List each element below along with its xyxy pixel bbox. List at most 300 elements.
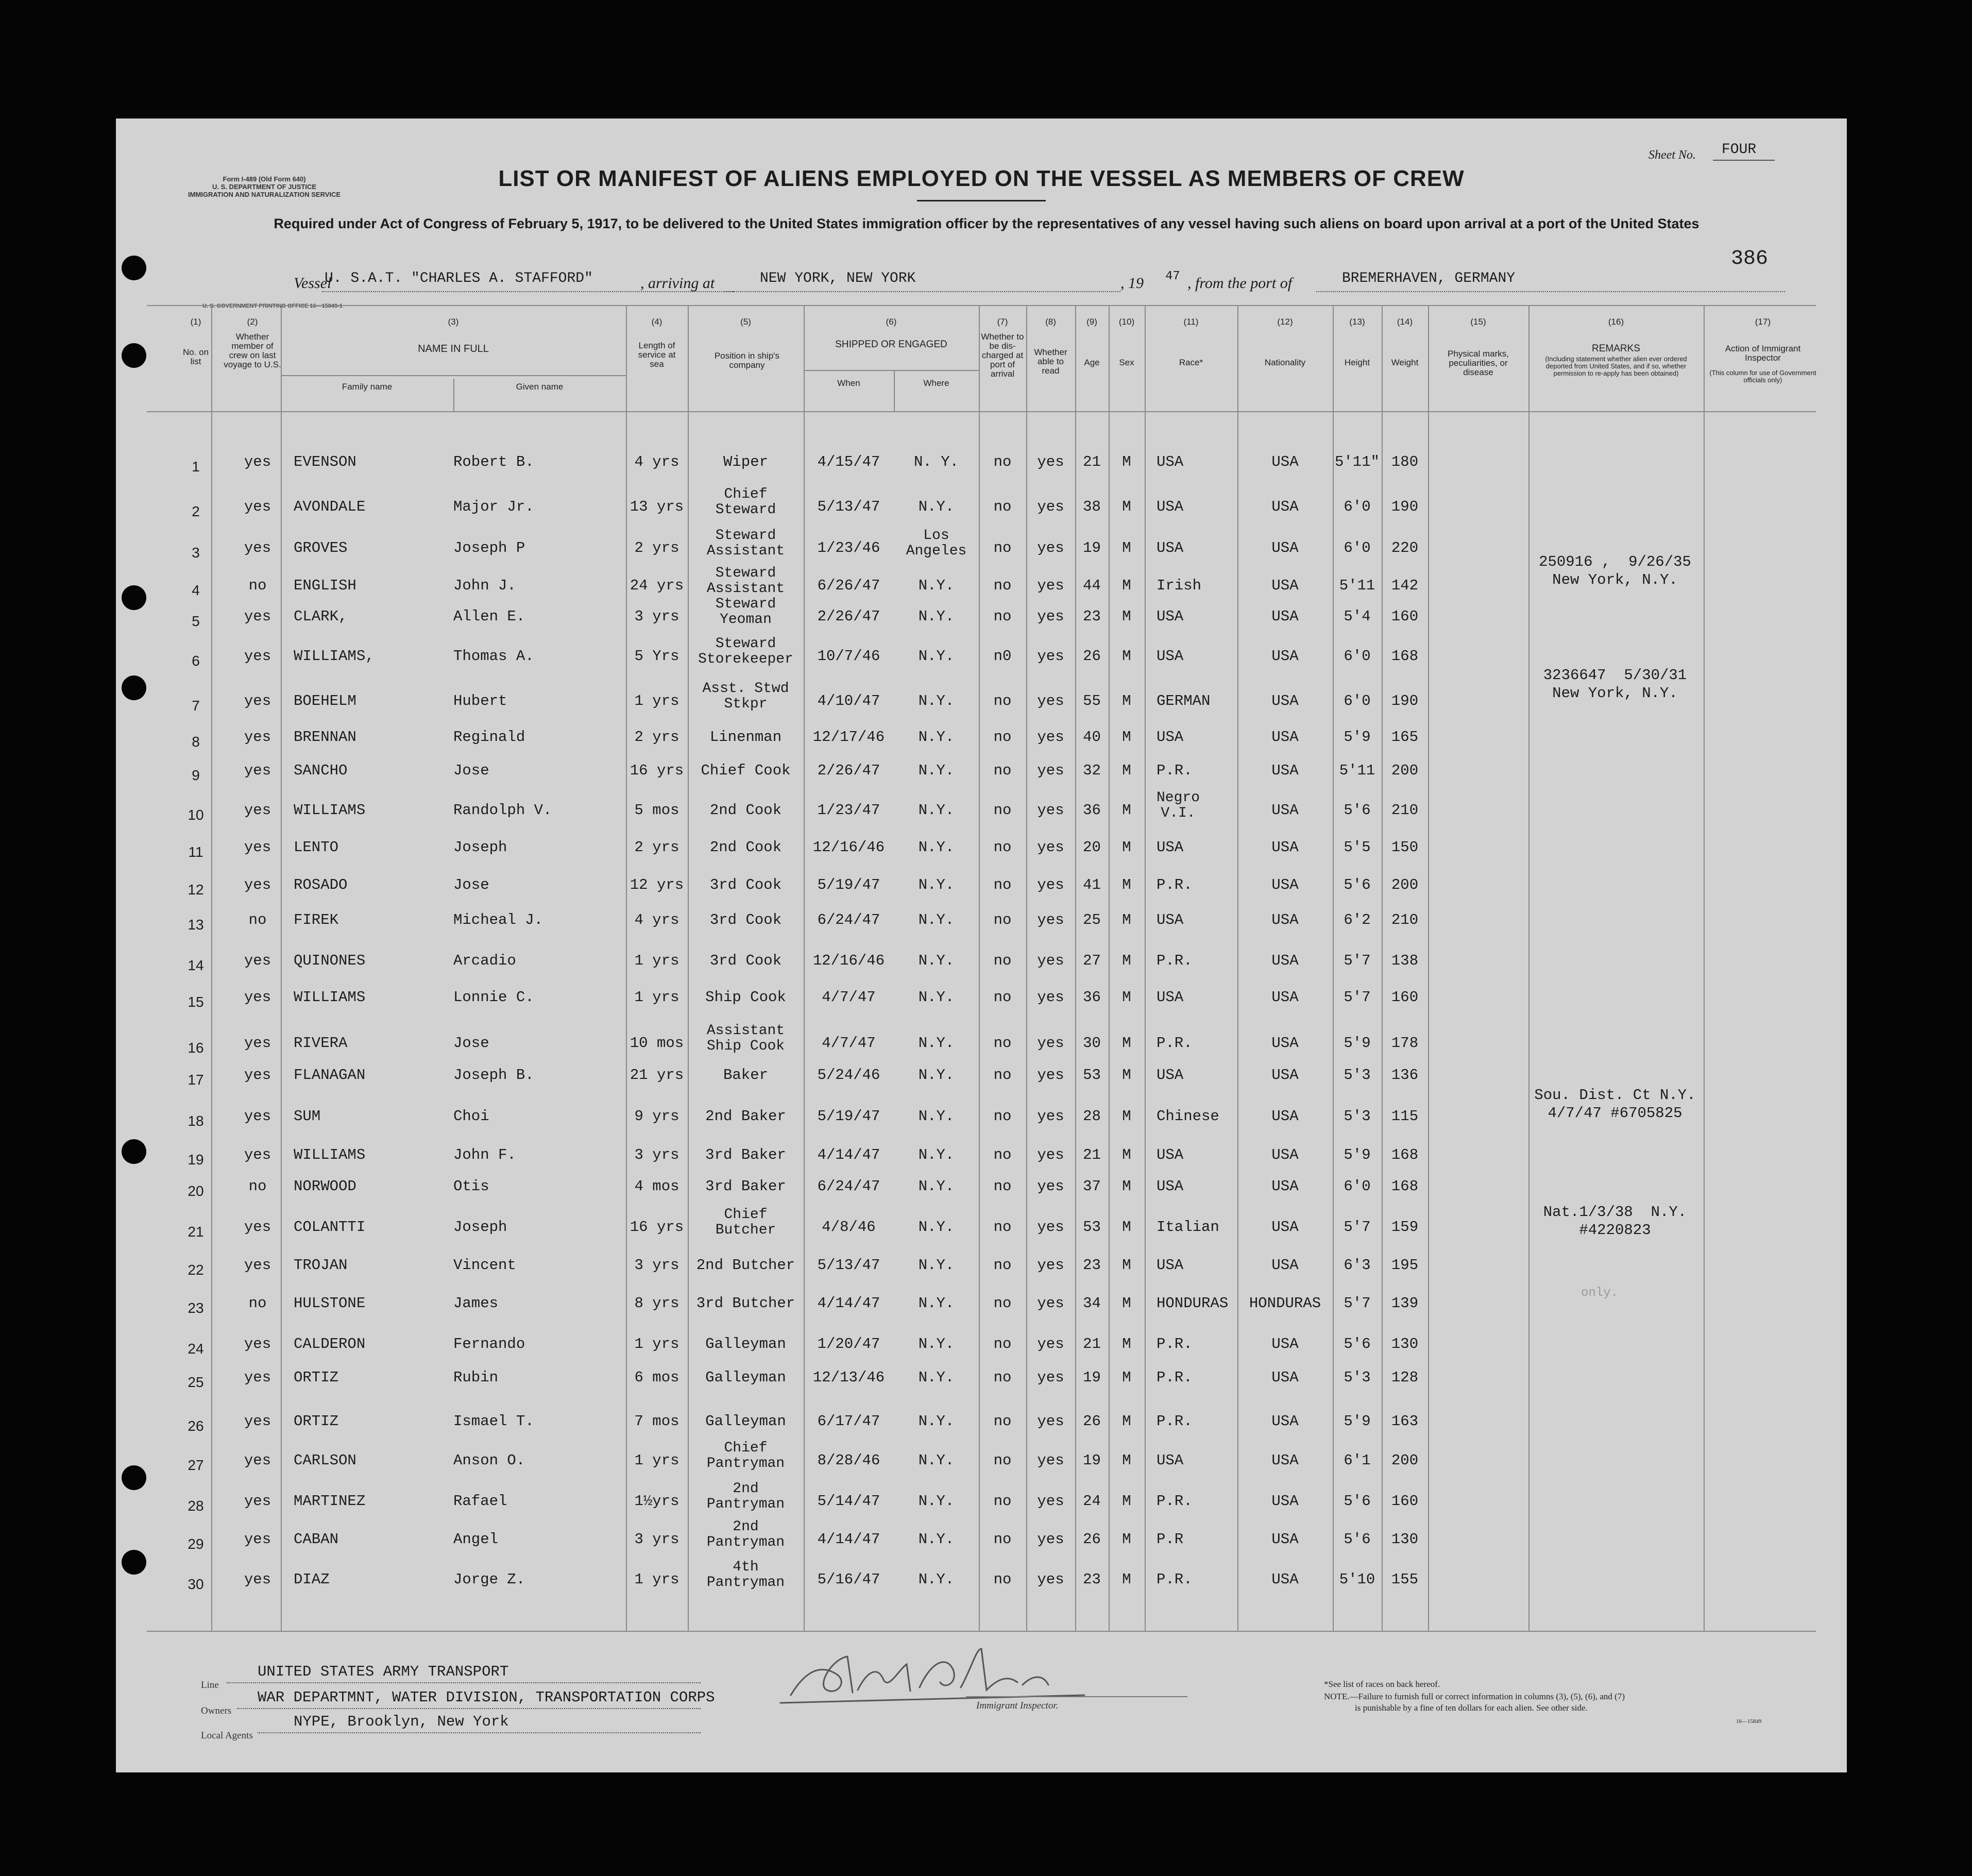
cell-prev: yes xyxy=(244,1531,271,1548)
cell-sex: M xyxy=(1122,1035,1131,1052)
cell-given: Robert B. xyxy=(453,453,534,470)
remark-row-18: Sou. Dist. Ct N.Y. 4/7/47 #6705825 xyxy=(1534,1087,1696,1122)
cell-prev: no xyxy=(248,1178,267,1195)
row-number: 11 xyxy=(188,844,203,860)
col6-where-header: Where xyxy=(923,378,949,388)
cell-weight: 178 xyxy=(1391,1035,1419,1052)
cell-family: LENTO xyxy=(294,839,339,856)
cell-pos: 2nd Pantryman xyxy=(706,1481,785,1512)
cell-height: 6'0 xyxy=(1344,692,1371,709)
year-prefix: , 19 xyxy=(1120,275,1144,292)
cell-read: yes xyxy=(1037,1571,1064,1588)
cell-pos: 3rd Baker xyxy=(705,1178,786,1195)
cell-age: 37 xyxy=(1083,1178,1101,1195)
col8-header: Whether able to read xyxy=(1034,347,1067,376)
cell-race: USA xyxy=(1157,1257,1184,1274)
cell-sex: M xyxy=(1122,577,1131,594)
cell-prev: yes xyxy=(244,952,271,969)
cell-where: N.Y. xyxy=(918,1336,955,1353)
cell-given: Jose xyxy=(453,876,489,893)
cell-family: DIAZ xyxy=(294,1571,330,1588)
row-number: 23 xyxy=(188,1300,204,1316)
cell-height: 6'0 xyxy=(1344,648,1371,665)
col9-number: (9) xyxy=(1086,317,1097,327)
cell-age: 44 xyxy=(1083,577,1101,594)
cell-where: N.Y. xyxy=(918,1219,955,1236)
cell-read: yes xyxy=(1037,952,1064,969)
cell-prev: yes xyxy=(244,1108,271,1125)
cell-race: USA xyxy=(1157,911,1184,928)
cell-service: 12 yrs xyxy=(630,876,684,893)
cell-disch: no xyxy=(993,1146,1012,1163)
row-number: 22 xyxy=(188,1262,204,1278)
cell-weight: 190 xyxy=(1391,692,1419,709)
cell-family: RIVERA xyxy=(294,1035,348,1052)
cell-service: 6 mos xyxy=(634,1369,679,1386)
cell-age: 24 xyxy=(1083,1493,1101,1510)
cell-where: Los Angeles xyxy=(906,528,967,559)
punch-hole xyxy=(122,1465,146,1490)
cell-service: 4 mos xyxy=(634,1178,679,1195)
cell-disch: no xyxy=(993,498,1012,515)
cell-given: Otis xyxy=(453,1178,489,1195)
cell-sex: M xyxy=(1122,648,1131,665)
cell-age: 19 xyxy=(1083,1452,1101,1469)
cell-race: P.R. xyxy=(1157,762,1193,779)
cell-nat: USA xyxy=(1271,876,1299,893)
cell-weight: 160 xyxy=(1391,989,1419,1006)
row-number: 13 xyxy=(188,917,204,933)
row-number: 1 xyxy=(192,459,200,475)
cell-given: Choi xyxy=(453,1108,489,1125)
cell-service: 3 yrs xyxy=(634,608,679,625)
cell-nat: USA xyxy=(1271,608,1299,625)
cell-race: P.R xyxy=(1157,1531,1184,1548)
cell-family: BOEHELM xyxy=(294,692,356,709)
cell-service: 5 mos xyxy=(634,802,679,819)
cell-disch: no xyxy=(993,1178,1012,1195)
col3-header: NAME IN FULL xyxy=(418,343,489,354)
cell-race: USA xyxy=(1157,539,1184,556)
col17-header: Action of Immigrant Inspector xyxy=(1725,344,1801,363)
cell-family: SUM xyxy=(294,1108,321,1125)
cell-sex: M xyxy=(1122,762,1131,779)
col6-when-header: When xyxy=(837,378,860,388)
cell-disch: no xyxy=(993,1219,1012,1236)
cell-height: 6'0 xyxy=(1344,498,1371,515)
cell-pos: Assistant Ship Cook xyxy=(706,1023,785,1054)
cell-pos: Ship Cook xyxy=(705,989,786,1006)
cell-when: 5/19/47 xyxy=(817,876,880,893)
cell-height: 5'9 xyxy=(1344,1146,1371,1163)
cell-family: AVONDALE xyxy=(294,498,366,515)
cell-service: 7 mos xyxy=(634,1413,679,1430)
cell-pos: Steward Storekeeper xyxy=(698,636,793,667)
cell-service: 16 yrs xyxy=(630,762,684,779)
cell-sex: M xyxy=(1122,1452,1131,1469)
cell-family: TROJAN xyxy=(294,1257,348,1274)
cell-race: P.R. xyxy=(1157,1413,1193,1430)
cell-pos: Galleyman xyxy=(705,1336,786,1353)
cell-age: 34 xyxy=(1083,1295,1101,1312)
col14-number: (14) xyxy=(1397,317,1413,327)
row-number: 9 xyxy=(192,767,200,783)
cell-when: 6/17/47 xyxy=(817,1413,880,1430)
cell-height: 5'6 xyxy=(1344,1531,1371,1548)
arriving-label: , arriving at xyxy=(640,275,715,292)
cell-weight: 159 xyxy=(1391,1219,1419,1236)
cell-height: 5'3 xyxy=(1344,1067,1371,1084)
cell-disch: no xyxy=(993,989,1012,1006)
punch-hole xyxy=(122,1139,146,1164)
cell-race: USA xyxy=(1157,729,1184,746)
cell-nat: USA xyxy=(1271,1413,1299,1430)
cell-family: WILLIAMS xyxy=(294,802,366,819)
cell-sex: M xyxy=(1122,1413,1131,1430)
col5-number: (5) xyxy=(740,317,751,327)
cell-sex: M xyxy=(1122,1146,1131,1163)
cell-pos: Linenman xyxy=(709,729,782,746)
cell-service: 1 yrs xyxy=(634,692,679,709)
punch-hole xyxy=(122,675,146,700)
cell-disch: no xyxy=(993,1336,1012,1353)
cell-family: WILLIAMS, xyxy=(294,648,375,665)
cell-disch: no xyxy=(993,1369,1012,1386)
cell-where: N.Y. xyxy=(918,839,955,856)
cell-when: 4/8/46 xyxy=(822,1219,876,1236)
cell-weight: 165 xyxy=(1391,729,1419,746)
cell-height: 5'3 xyxy=(1344,1108,1371,1125)
cell-when: 8/28/46 xyxy=(817,1452,880,1469)
cell-read: yes xyxy=(1037,1295,1064,1312)
col4-number: (4) xyxy=(651,317,662,327)
cell-disch: no xyxy=(993,1108,1012,1125)
cell-height: 6'1 xyxy=(1344,1452,1371,1469)
cell-sex: M xyxy=(1122,1531,1131,1548)
col13-header: Height xyxy=(1344,358,1370,367)
cell-age: 26 xyxy=(1083,648,1101,665)
cell-service: 3 yrs xyxy=(634,1257,679,1274)
cell-age: 40 xyxy=(1083,729,1101,746)
cell-prev: yes xyxy=(244,1146,271,1163)
cell-pos: Steward Assistant xyxy=(706,528,785,559)
row-number: 15 xyxy=(188,994,204,1010)
cell-height: 5'3 xyxy=(1344,1369,1371,1386)
cell-family: WILLIAMS xyxy=(294,989,366,1006)
cell-race: Negro V.I. xyxy=(1157,790,1200,821)
col12-header: Nationality xyxy=(1264,358,1306,367)
cell-race: P.R. xyxy=(1157,876,1193,893)
cell-sex: M xyxy=(1122,876,1131,893)
cell-when: 4/7/47 xyxy=(822,1035,876,1052)
cell-read: yes xyxy=(1037,989,1064,1006)
cell-nat: USA xyxy=(1271,1035,1299,1052)
cell-age: 41 xyxy=(1083,876,1101,893)
cell-given: Vincent xyxy=(453,1257,516,1274)
row-number: 7 xyxy=(192,698,200,714)
cell-pos: Galleyman xyxy=(705,1369,786,1386)
cell-race: USA xyxy=(1157,1452,1184,1469)
cell-prev: yes xyxy=(244,729,271,746)
line-value: UNITED STATES ARMY TRANSPORT xyxy=(258,1663,509,1680)
cell-prev: yes xyxy=(244,1035,271,1052)
col1-header: No. on list xyxy=(182,347,209,366)
cell-sex: M xyxy=(1122,839,1131,856)
cell-where: N.Y. xyxy=(918,1178,955,1195)
cell-nat: USA xyxy=(1271,729,1299,746)
cell-where: N.Y. xyxy=(918,729,955,746)
cell-read: yes xyxy=(1037,1336,1064,1353)
cell-pos: Chief Steward xyxy=(715,486,776,518)
cell-height: 6'2 xyxy=(1344,911,1371,928)
cell-when: 2/26/47 xyxy=(817,762,880,779)
cell-pos: Chief Butcher xyxy=(715,1207,776,1238)
cell-sex: M xyxy=(1122,729,1131,746)
cell-when: 5/13/47 xyxy=(817,498,880,515)
cell-when: 6/24/47 xyxy=(817,1178,880,1195)
cell-given: Ismael T. xyxy=(453,1413,534,1430)
col7-header: Whether to be dis-charged at port of arrival xyxy=(981,332,1024,379)
punch-hole xyxy=(122,256,146,280)
cell-family: NORWOOD xyxy=(294,1178,356,1195)
col7-number: (7) xyxy=(997,317,1008,327)
cell-where: N.Y. xyxy=(918,1067,955,1084)
cell-service: 1 yrs xyxy=(634,1452,679,1469)
cell-family: CARLSON xyxy=(294,1452,356,1469)
cell-race: USA xyxy=(1157,648,1184,665)
cell-service: 1 yrs xyxy=(634,952,679,969)
cell-given: Jorge Z. xyxy=(453,1571,525,1588)
cell-family: ENGLISH xyxy=(294,577,356,594)
cell-family: CABAN xyxy=(294,1531,339,1548)
cell-where: N.Y. xyxy=(918,911,955,928)
owners-label: Owners xyxy=(201,1705,232,1716)
cell-read: yes xyxy=(1037,1108,1064,1125)
cell-race: USA xyxy=(1157,989,1184,1006)
cell-weight: 200 xyxy=(1391,762,1419,779)
cell-family: MARTINEZ xyxy=(294,1493,366,1510)
cell-family: ORTIZ xyxy=(294,1369,339,1386)
cell-weight: 130 xyxy=(1391,1531,1419,1548)
cell-sex: M xyxy=(1122,498,1131,515)
cell-given: James xyxy=(453,1295,499,1312)
cell-age: 28 xyxy=(1083,1108,1101,1125)
form-number: Form I-489 (Old Form 640) xyxy=(223,175,306,183)
row-number: 6 xyxy=(192,653,200,669)
cell-race: USA xyxy=(1157,498,1184,515)
from-port-label: , from the port of xyxy=(1187,275,1293,292)
cell-age: 36 xyxy=(1083,802,1101,819)
cell-sex: M xyxy=(1122,692,1131,709)
cell-given: Angel xyxy=(453,1531,499,1548)
cell-height: 5'11 xyxy=(1339,762,1375,779)
cell-weight: 168 xyxy=(1391,648,1419,665)
cell-given: Anson O. xyxy=(453,1452,525,1469)
cell-when: 12/16/46 xyxy=(812,952,885,969)
cell-weight: 138 xyxy=(1391,952,1419,969)
col8-number: (8) xyxy=(1045,317,1056,327)
cell-read: yes xyxy=(1037,1369,1064,1386)
cell-given: Thomas A. xyxy=(453,648,534,665)
cell-age: 23 xyxy=(1083,608,1101,625)
year-value: 47 xyxy=(1165,269,1180,283)
cell-prev: yes xyxy=(244,608,271,625)
cell-family: CALDERON xyxy=(294,1336,366,1353)
cell-nat: USA xyxy=(1271,762,1299,779)
row-number: 20 xyxy=(188,1183,204,1199)
cell-read: yes xyxy=(1037,692,1064,709)
cell-nat: USA xyxy=(1271,1257,1299,1274)
cell-read: yes xyxy=(1037,539,1064,556)
cell-where: N.Y. xyxy=(918,1571,955,1588)
cell-read: yes xyxy=(1037,577,1064,594)
row-number: 28 xyxy=(188,1498,204,1514)
cell-sex: M xyxy=(1122,1178,1131,1195)
cell-when: 12/13/46 xyxy=(812,1369,885,1386)
cell-where: N.Y. xyxy=(918,762,955,779)
cell-prev: yes xyxy=(244,453,271,470)
cell-prev: no xyxy=(248,911,267,928)
cell-prev: yes xyxy=(244,1493,271,1510)
cell-given: Rubin xyxy=(453,1369,499,1386)
line-label: Line xyxy=(201,1680,219,1691)
document-title: LIST OR MANIFEST OF ALIENS EMPLOYED ON THE VESSEL AS MEMBERS OF CREW xyxy=(498,166,1465,191)
cell-prev: yes xyxy=(244,1219,271,1236)
cell-family: BRENNAN xyxy=(294,729,356,746)
cell-pos: Chief Pantryman xyxy=(706,1440,785,1472)
manifest-sheet xyxy=(116,119,1847,1772)
cell-read: yes xyxy=(1037,648,1064,665)
cell-nat: USA xyxy=(1271,453,1299,470)
col15-header: Physical marks, peculiarities, or disease xyxy=(1447,349,1509,377)
cell-disch: no xyxy=(993,453,1012,470)
cell-where: N.Y. xyxy=(918,1257,955,1274)
cell-weight: 139 xyxy=(1391,1295,1419,1312)
cell-height: 5'7 xyxy=(1344,952,1371,969)
cell-disch: no xyxy=(993,1493,1012,1510)
row-number: 18 xyxy=(188,1113,204,1129)
cell-sex: M xyxy=(1122,608,1131,625)
col6-header: SHIPPED OR ENGAGED xyxy=(835,339,947,350)
cell-prev: yes xyxy=(244,1257,271,1274)
cell-race: GERMAN xyxy=(1157,692,1211,709)
cell-family: HULSTONE xyxy=(294,1295,366,1312)
col11-number: (11) xyxy=(1183,317,1199,327)
department-name: U. S. DEPARTMENT OF JUSTICE xyxy=(212,183,317,191)
cell-nat: USA xyxy=(1271,577,1299,594)
cell-pos: 3rd Butcher xyxy=(696,1295,795,1312)
cell-pos: 3rd Cook xyxy=(709,911,782,928)
cell-where: N.Y. xyxy=(918,1413,955,1430)
cell-weight: 200 xyxy=(1391,876,1419,893)
cell-given: Rafael xyxy=(453,1493,507,1510)
cell-prev: yes xyxy=(244,1369,271,1386)
cell-weight: 160 xyxy=(1391,608,1419,625)
cell-read: yes xyxy=(1037,1067,1064,1084)
cell-prev: no xyxy=(248,577,267,594)
cell-pos: 2nd Cook xyxy=(709,839,782,856)
cell-weight: 220 xyxy=(1391,539,1419,556)
cell-nat: USA xyxy=(1271,648,1299,665)
cell-height: 5'4 xyxy=(1344,608,1371,625)
cell-service: 5 Yrs xyxy=(634,648,679,665)
cell-height: 5'6 xyxy=(1344,802,1371,819)
cell-sex: M xyxy=(1122,1219,1131,1236)
cell-weight: 136 xyxy=(1391,1067,1419,1084)
cell-nat: USA xyxy=(1271,952,1299,969)
cell-sex: M xyxy=(1122,802,1131,819)
cell-when: 1/23/47 xyxy=(817,802,880,819)
cell-age: 19 xyxy=(1083,539,1101,556)
col3-given-header: Given name xyxy=(516,382,564,392)
cell-race: P.R. xyxy=(1157,1493,1193,1510)
cell-age: 23 xyxy=(1083,1257,1101,1274)
cell-nat: USA xyxy=(1271,1067,1299,1084)
from-port: BREMERHAVEN, GERMANY xyxy=(1342,271,1516,286)
cell-weight: 180 xyxy=(1391,453,1419,470)
col9-header: Age xyxy=(1084,358,1100,367)
cell-disch: no xyxy=(993,876,1012,893)
cell-family: QUINONES xyxy=(294,952,366,969)
cell-family: FIREK xyxy=(294,911,339,928)
cell-disch: no xyxy=(993,608,1012,625)
cell-given: Jose xyxy=(453,1035,489,1052)
agents-value: NYPE, Brooklyn, New York xyxy=(294,1713,509,1730)
cell-disch: no xyxy=(993,1413,1012,1430)
remark-row-4: 250916 , 9/26/35 New York, N.Y. xyxy=(1539,553,1691,588)
row-number: 30 xyxy=(188,1576,204,1592)
cell-height: 5'9 xyxy=(1344,1413,1371,1430)
cell-read: yes xyxy=(1037,1219,1064,1236)
cell-weight: 150 xyxy=(1391,839,1419,856)
cell-race: USA xyxy=(1157,608,1184,625)
cell-service: 3 yrs xyxy=(634,1531,679,1548)
cell-service: 24 yrs xyxy=(630,577,684,594)
cell-race: USA xyxy=(1157,1178,1184,1195)
col10-header: Sex xyxy=(1119,358,1134,367)
cell-read: yes xyxy=(1037,453,1064,470)
cell-pos: Wiper xyxy=(723,453,768,470)
col16-number: (16) xyxy=(1608,317,1624,327)
cell-sex: M xyxy=(1122,539,1131,556)
cell-prev: yes xyxy=(244,989,271,1006)
row-number: 29 xyxy=(188,1536,204,1552)
cell-when: 12/16/46 xyxy=(812,839,885,856)
cell-age: 32 xyxy=(1083,762,1101,779)
sheet-number: FOUR xyxy=(1722,142,1757,158)
cell-read: yes xyxy=(1037,1146,1064,1163)
row-number: 8 xyxy=(192,734,200,750)
cell-prev: yes xyxy=(244,839,271,856)
cell-read: yes xyxy=(1037,1413,1064,1430)
cell-nat: USA xyxy=(1271,1146,1299,1163)
cell-height: 5'7 xyxy=(1344,1295,1371,1312)
col16-header: REMARKS xyxy=(1592,343,1640,354)
document-subtitle: Required under Act of Congress of February 5, 1917, to be delivered to the United States immigration officer by the representatives of any vessel having such aliens on board upon arrival at a port of the United States xyxy=(274,216,1699,231)
col2-number: (2) xyxy=(247,317,258,327)
cell-disch: n0 xyxy=(993,648,1012,665)
cell-disch: no xyxy=(993,1295,1012,1312)
cell-family: COLANTTI xyxy=(294,1219,366,1236)
printing-office: U. S. GOVERNMENT PRINTING OFFICE 16—15849-1 xyxy=(202,303,343,309)
cell-weight: 210 xyxy=(1391,911,1419,928)
faint-remark: only. xyxy=(1580,1286,1618,1300)
cell-nat: USA xyxy=(1271,989,1299,1006)
cell-height: 6'0 xyxy=(1344,1178,1371,1195)
cell-disch: no xyxy=(993,539,1012,556)
cell-height: 5'6 xyxy=(1344,1493,1371,1510)
cell-read: yes xyxy=(1037,729,1064,746)
